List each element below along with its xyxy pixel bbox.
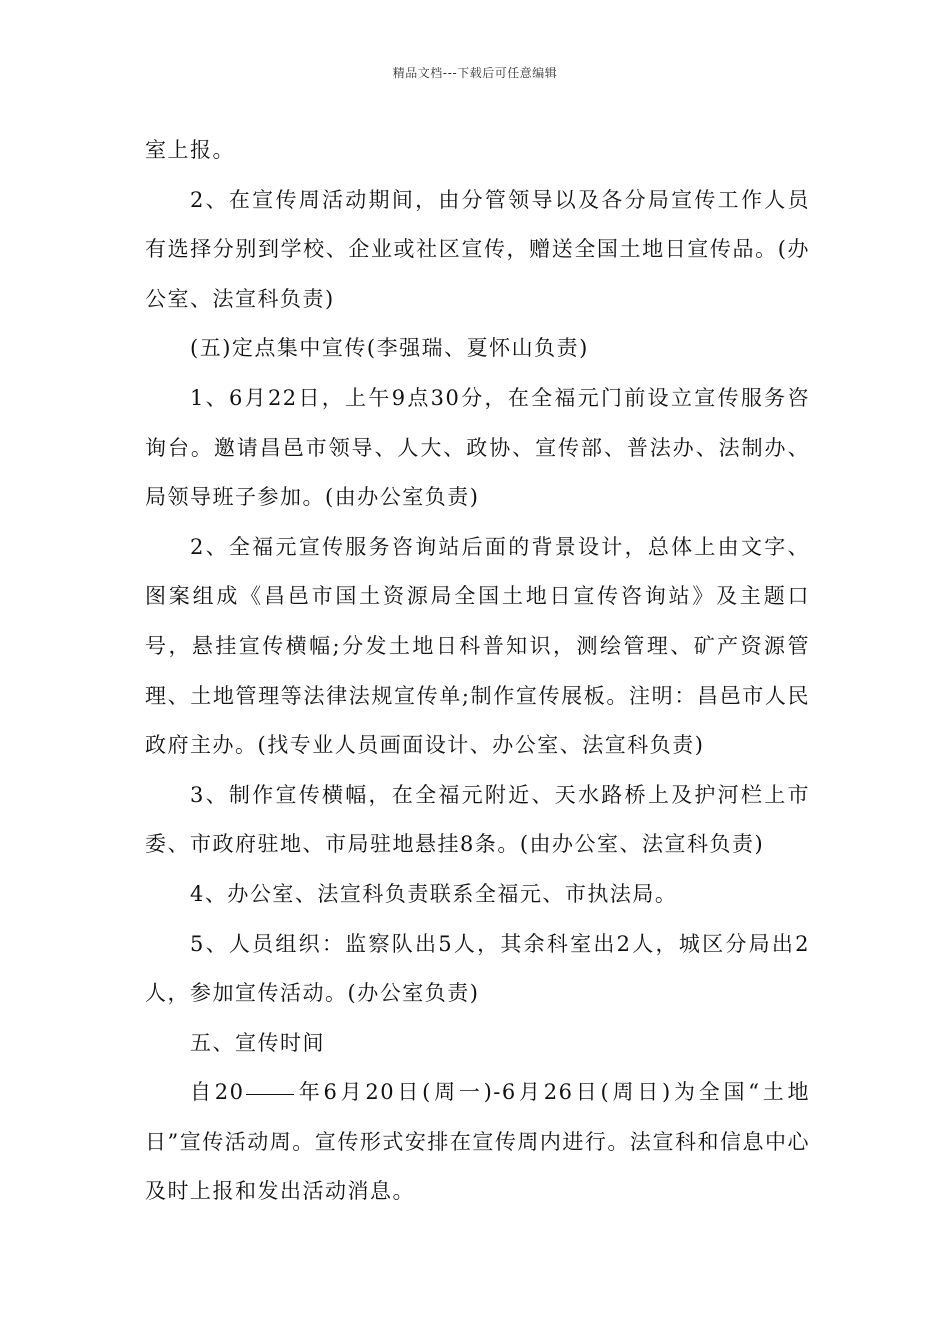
section-heading-promotion-time: 五、宣传时间 — [190, 1030, 325, 1055]
paragraph-item-2-background-design: 2、全福元宣传服务咨询站后面的背景设计，总体上由文字、图案组成《昌邑市国土资源局全国土地日宣传咨询站》及主题口号，悬挂宣传横幅;分发土地日科普知识，测绘管理、矿产资源管理、土地管理等法律法规宣传单;制作宣传展板。注明：昌邑市人民政府主办。(找专业人员画面设计、办公室、法宣科负责) — [145, 534, 810, 758]
date-text-after-blank: 年6月20日(周一)-6月26日(周日)为全国“土地日”宣传活动周。宣传形式安排在宣传周内进行。法宣科和信息中心及时上报和发出活动消息。 — [145, 1080, 810, 1204]
paragraph-item-2-promotion-week: 2、在宣传周活动期间，由分管领导以及各分局宣传工作人员有选择分别到学校、企业或社区宣传，赠送全国土地日宣传品。(办公室、法宣科负责) — [145, 187, 810, 311]
paragraph-promotion-dates — [145, 1068, 810, 1217]
paragraph-item-5-staffing: 5、人员组织：监察队出5人，其余科室出2人，城区分局出2人，参加宣传活动。(办公室负责) — [145, 931, 810, 1006]
paragraph-item-1-consultation-desk: 1、6月22日，上午9点30分，在全福元门前设立宣传服务咨询台。邀请昌邑市领导、人大、政协、宣传部、普法办、法制办、局领导班子参加。(由办公室负责) — [145, 385, 810, 510]
paragraph-item-4-contact: 4、办公室、法宣科负责联系全福元、市执法局。 — [190, 881, 678, 906]
paragraph-item-3-banners: 3、制作宣传横幅，在全福元附近、天水路桥上及护河栏上市委、市政府驻地、市局驻地悬挂8条。(由办公室、法宣科负责) — [145, 782, 810, 857]
page-header: 精品文档---下载后可任意编辑 — [392, 66, 558, 80]
document-body — [145, 126, 810, 1217]
date-text-before-blank: 自20 — [190, 1080, 245, 1105]
paragraph-continuation: 室上报。 — [145, 138, 235, 162]
year-blank-underline — [246, 1093, 294, 1095]
section-heading-fixed-point: (五)定点集中宣传(李强瑞、夏怀山负责) — [190, 336, 589, 361]
